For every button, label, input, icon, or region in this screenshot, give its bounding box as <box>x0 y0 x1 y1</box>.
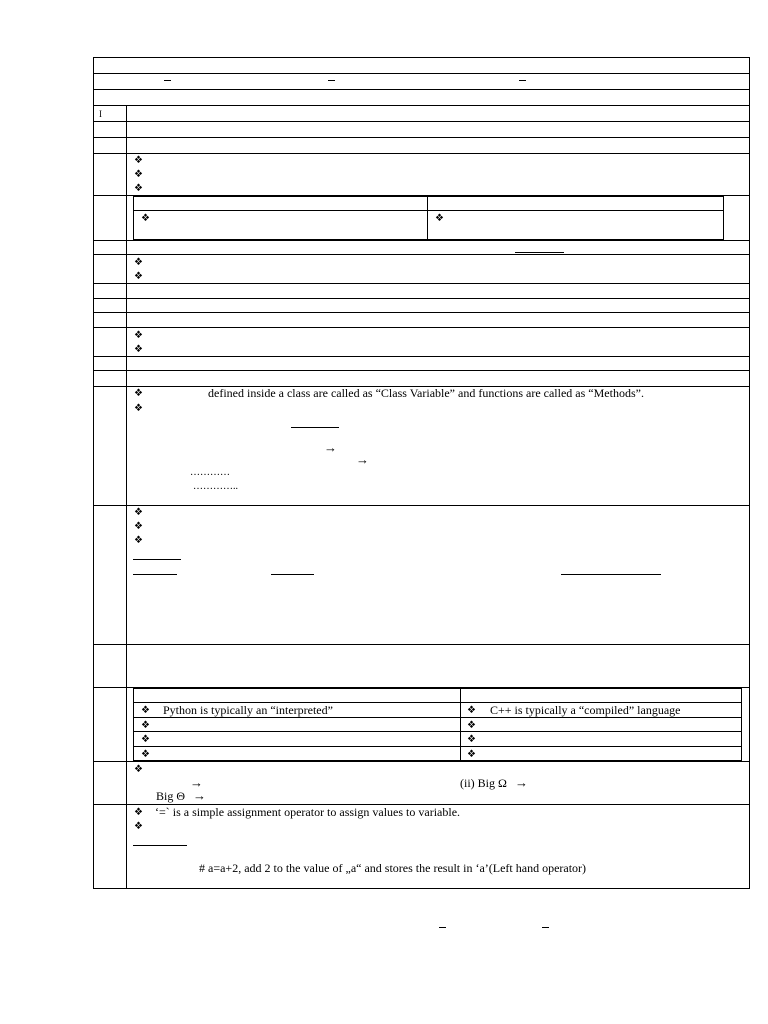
nested-table-mid <box>133 210 724 211</box>
header-rule-2 <box>93 89 750 90</box>
underline <box>133 559 181 560</box>
comparison-table-rule <box>133 731 742 732</box>
bullet-icon: ❖ <box>141 734 150 745</box>
underline <box>291 427 339 428</box>
dotted-leader: ………….. <box>193 481 238 492</box>
row-rule <box>93 761 750 762</box>
frame-left <box>93 57 94 889</box>
bullet-icon: ❖ <box>141 720 150 731</box>
row-rule <box>93 356 750 357</box>
nested-table-bottom <box>133 239 724 240</box>
bullet-icon: ❖ <box>141 705 150 716</box>
row-marker: I <box>99 109 102 119</box>
header-dash <box>519 80 526 81</box>
bullet-icon: ❖ <box>467 749 476 760</box>
bullet-icon: ❖ <box>141 213 150 224</box>
row-rule <box>93 327 750 328</box>
comparison-table-right <box>741 688 742 761</box>
row-rule <box>93 312 750 313</box>
row-rule <box>93 505 750 506</box>
underline <box>561 574 661 575</box>
row-rule <box>93 153 750 154</box>
underline <box>515 252 564 253</box>
arrow-icon: → <box>190 775 203 790</box>
header-dash <box>328 80 335 81</box>
row-rule <box>93 137 750 138</box>
arrow-icon: → <box>324 440 337 455</box>
arrow-icon: → <box>515 775 528 790</box>
bullet-icon: ❖ <box>435 213 444 224</box>
nested-table-top <box>133 196 724 197</box>
nested-table-center <box>427 196 428 240</box>
python-interpreted-text: Python is typically an “interpreted” <box>163 703 333 717</box>
bullet-icon: ❖ <box>134 388 143 399</box>
bullet-icon: ❖ <box>134 764 143 775</box>
footer-dash <box>542 927 549 928</box>
bullet-icon: ❖ <box>134 271 143 282</box>
bullet-icon: ❖ <box>467 720 476 731</box>
arrow-icon: → <box>193 788 206 803</box>
comparison-table-rule <box>133 746 742 747</box>
frame-right <box>749 57 750 889</box>
underline <box>133 574 177 575</box>
comparison-table-top <box>133 688 742 689</box>
a-plus-2-text: # a=a+2, add 2 to the value of „a“ and stores the result in ‘a’(Left hand operator) <box>199 861 587 875</box>
row-rule <box>93 283 750 284</box>
bullet-icon: ❖ <box>134 807 143 818</box>
comparison-table-bottom <box>133 760 742 761</box>
bullet-icon: ❖ <box>134 257 143 268</box>
row-rule <box>93 254 750 255</box>
comparison-table-center <box>460 688 461 761</box>
nested-table-right <box>723 196 724 240</box>
header-dash <box>164 80 171 81</box>
big-theta-text: Big Θ <box>156 789 186 803</box>
underline <box>133 845 187 846</box>
row-rule <box>93 240 750 241</box>
comparison-table-left <box>133 688 134 761</box>
header-rule-3 <box>93 105 750 106</box>
bullet-icon: ❖ <box>134 507 143 518</box>
row-rule <box>93 370 750 371</box>
row-rule <box>93 121 750 122</box>
number-column-divider <box>126 105 127 889</box>
assign-operator-text: ‘=` is a simple assignment operator to assign values to variable. <box>155 805 461 819</box>
dotted-leader: ………… <box>190 467 230 478</box>
row-rule <box>93 298 750 299</box>
bullet-icon: ❖ <box>134 169 143 180</box>
underline <box>271 574 314 575</box>
bullet-icon: ❖ <box>467 734 476 745</box>
bullet-icon: ❖ <box>134 155 143 166</box>
footer-dash <box>439 927 446 928</box>
row-rule <box>93 644 750 645</box>
table-top-rule <box>93 57 750 58</box>
bullet-icon: ❖ <box>141 749 150 760</box>
big-omega-text: (ii) Big Ω <box>460 776 507 790</box>
bullet-icon: ❖ <box>134 403 143 414</box>
bullet-icon: ❖ <box>134 344 143 355</box>
nested-table-left <box>133 196 134 240</box>
header-rule-1 <box>93 73 750 74</box>
cpp-compiled-text: C++ is typically a “compiled” language <box>490 703 681 717</box>
bullet-icon: ❖ <box>134 183 143 194</box>
table-bottom-rule <box>93 888 750 889</box>
bullet-icon: ❖ <box>134 521 143 532</box>
arrow-icon: → <box>356 452 369 467</box>
class-variable-text: defined inside a class are called as “Class Variable” and functions are called as “Methods”. <box>208 386 644 400</box>
bullet-icon: ❖ <box>467 705 476 716</box>
bullet-icon: ❖ <box>134 330 143 341</box>
comparison-table-rule <box>133 717 742 718</box>
bullet-icon: ❖ <box>134 535 143 546</box>
bullet-icon: ❖ <box>134 821 143 832</box>
